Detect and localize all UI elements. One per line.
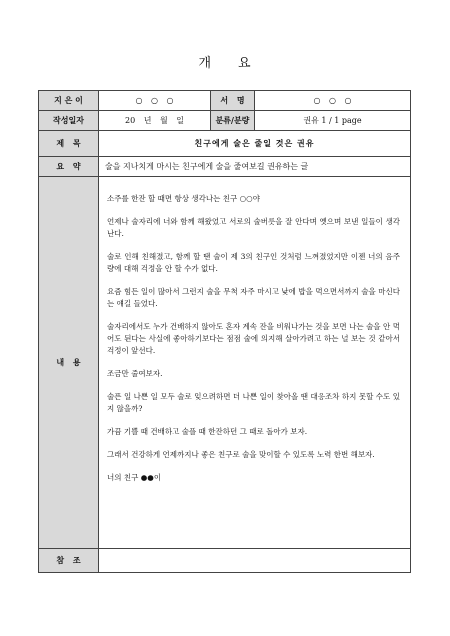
reference-label: 참 조 [39,549,99,573]
summary-row [39,157,411,177]
title-char-2: 요 [238,56,252,71]
content-paragraph: 술자리에서도 누가 건배하지 않아도 혼자 계속 잔을 비워나가는 것을 보면 나는 술을 안 먹어도 된다는 사실에 좋아하기보다는 점점 술에 의지해 살아가려고 하는 널 보는 것 같아서 걱정이 앞선다. [107,322,400,355]
signature-label: 서 명 [211,91,255,111]
content-paragraph: 너의 친구 ●●이 [107,473,162,482]
category-label: 분류/분량 [211,111,255,131]
summary-value: 술을 지나치게 마시는 친구에게 술을 줄여보길 권유하는 글 [99,157,411,177]
date-row [39,111,411,131]
subject-label: 제 목 [39,131,99,157]
document-title [0,52,450,71]
date-value: 20 년 월 일 [99,111,211,131]
document-form-table [38,90,411,573]
content-paragraph: 소주를 한잔 할 때면 항상 생각나는 친구 ○○야 [107,194,260,203]
author-label: 지 은 이 [39,91,99,111]
title-char-1: 개 [198,56,212,71]
content-paragraph: 그래서 건강하게 언제까지나 좋은 친구로 술을 맞이할 수 있도록 노력 한번 해보자. [107,450,375,459]
content-paragraph: 가끔 기쁠 때 건배하고 술플 때 한잔하던 그 때로 돌아가 보자. [107,427,308,436]
signature-value: ○ ○ ○ [255,91,411,111]
content-paragraph: 요즘 힘든 일이 많아서 그런지 술을 무척 자주 마시고 낮에 밥을 먹으면서까지 술을 마신다는 얘길 들었다. [107,287,400,308]
content-row [39,177,411,549]
content-paragraph: 술로 인해 친해졌고, 함께 할 땐 술이 제 3의 친구인 것처럼 느껴졌었지만 이젠 너의 음주량에 대해 걱정을 안 할 수가 없다. [107,252,400,273]
reference-row [39,549,411,573]
subject-value: 친구에게 술은 줄일 것은 권유 [99,131,411,157]
content-body [99,177,411,549]
category-value: 권유 1 / 1 page [255,111,411,131]
subject-row [39,131,411,157]
reference-value [99,549,411,573]
author-value: ○ ○ ○ [99,91,211,111]
content-paragraph: 언제나 술자리에 너와 함께 해왔었고 서로의 술버릇을 잘 안다며 옛으며 보낸 일들이 생각난다. [107,217,400,238]
author-row [39,91,411,111]
content-paragraph: 조금만 줄여보자. [107,369,163,378]
content-paragraph: 술픈 일 나쁜 일 모두 술로 잊으려하면 더 나쁜 일이 찾아올 땐 대응조차 하지 못할 수도 있지 않을까? [107,392,400,413]
date-label: 작성일자 [39,111,99,131]
summary-label: 요 약 [39,157,99,177]
content-label: 내 용 [39,177,99,549]
